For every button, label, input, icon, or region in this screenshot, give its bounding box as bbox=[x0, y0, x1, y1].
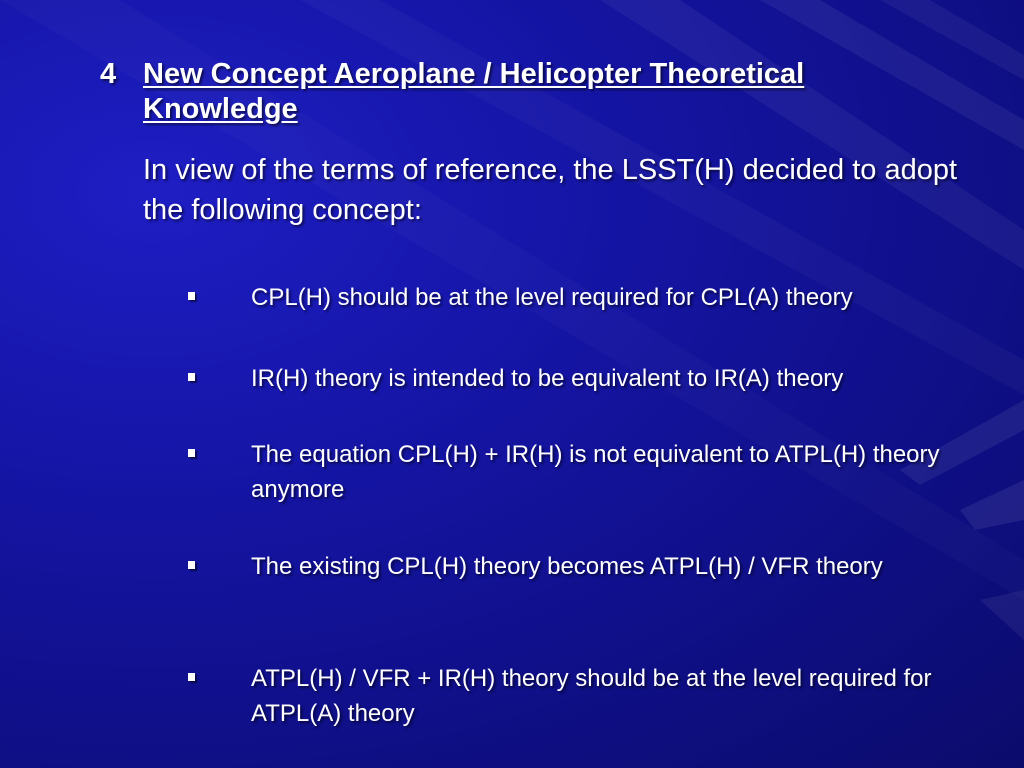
bullet-text: ATPL(H) / VFR + IR(H) theory should be at the level required for ATPL(A) theory bbox=[251, 665, 932, 727]
bullet-text: The existing CPL(H) theory becomes ATPL(H) / VFR theory bbox=[251, 553, 883, 580]
square-bullet-icon bbox=[188, 561, 195, 569]
square-bullet-icon bbox=[188, 292, 195, 300]
heading-title: New Concept Aeroplane / Helicopter Theoretical Knowledge bbox=[143, 58, 805, 125]
square-bullet-icon bbox=[188, 373, 195, 381]
bullet-text: The equation CPL(H) + IR(H) is not equivalent to ATPL(H) theory anymore bbox=[251, 441, 940, 503]
heading-section-number: 4 bbox=[100, 58, 117, 90]
bullet-text: CPL(H) should be at the level required for CPL(A) theory bbox=[251, 284, 853, 311]
intro-paragraph: In view of the terms of reference, the LSST(H) decided to adopt the following concept: bbox=[143, 154, 958, 226]
square-bullet-icon bbox=[188, 673, 195, 681]
bullet-text: IR(H) theory is intended to be equivalent to IR(A) theory bbox=[251, 365, 844, 392]
square-bullet-icon bbox=[188, 449, 195, 457]
